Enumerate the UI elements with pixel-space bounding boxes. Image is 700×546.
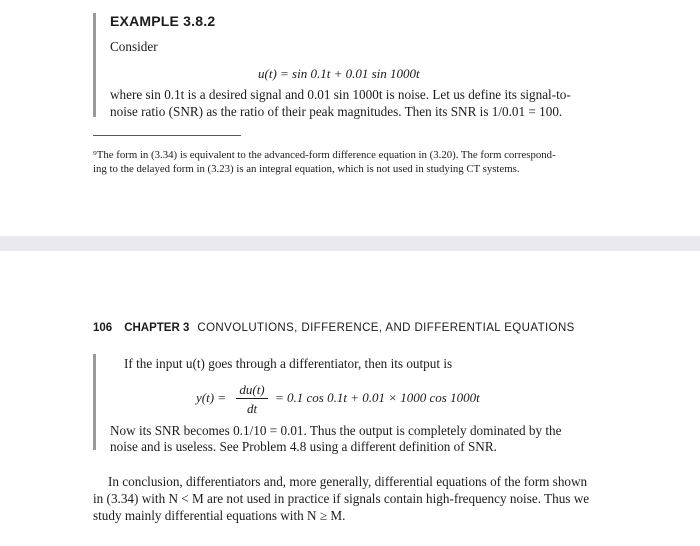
chapter-label: CHAPTER 3 <box>124 322 190 334</box>
footnote-rule <box>93 135 241 136</box>
running-header <box>93 318 575 336</box>
footnote-line-2: ing to the delayed form in (3.23) is an integral equation, which is not used in studying CT systems. <box>93 163 520 175</box>
intro-text: If the input u(t) goes through a differentiator, then its output is <box>124 356 453 371</box>
fraction-denominator: dt <box>246 401 258 416</box>
example-sidebar-bar <box>93 13 96 117</box>
example-title: EXAMPLE 3.8.2 <box>110 13 216 29</box>
conclusion-line-1: In conclusion, differentiators and, more generally, differential equations of the form shown <box>108 474 588 489</box>
equation-y-lhs: y(t) = <box>196 390 227 405</box>
paragraph-line-2: noise ratio (SNR) as the ratio of their peak magnitudes. Then its SNR is 1/0.01 = 100. <box>110 104 563 119</box>
footnote-line-1: ⁹The form in (3.34) is equivalent to the advanced-form difference equation in (3.20). The form correspond- <box>93 149 556 161</box>
conclusion-line-2: in (3.34) with N < M are not used in practice if signals contain high-frequency noise. Thus we <box>93 491 590 506</box>
consider-text: Consider <box>110 39 158 54</box>
continuation-sidebar-bar <box>93 354 96 450</box>
snr-line-1: Now its SNR becomes 0.1/10 = 0.01. Thus the output is completely dominated by the <box>110 423 562 438</box>
bottom-page <box>0 251 700 546</box>
paragraph-line-1: where sin 0.1t is a desired signal and 0.01 sin 1000t is noise. Let us define its signal-to- <box>110 87 571 102</box>
fraction-bar <box>236 398 268 399</box>
equation-y-rhs: = 0.1 cos 0.1t + 0.01 × 1000 cos 1000t <box>275 390 480 405</box>
page-number: 106 <box>93 322 113 334</box>
chapter-title: CONVOLUTIONS, DIFFERENCE, AND DIFFERENTIAL EQUATIONS <box>197 322 575 334</box>
fraction-numerator: du(t) <box>239 382 265 397</box>
snr-line-2: noise and is useless. See Problem 4.8 using a different definition of SNR. <box>110 439 497 454</box>
top-page <box>0 0 700 236</box>
equation-u: u(t) = sin 0.1t + 0.01 sin 1000t <box>258 66 420 81</box>
conclusion-line-3: study mainly differential equations with N ≥ M. <box>93 508 346 523</box>
